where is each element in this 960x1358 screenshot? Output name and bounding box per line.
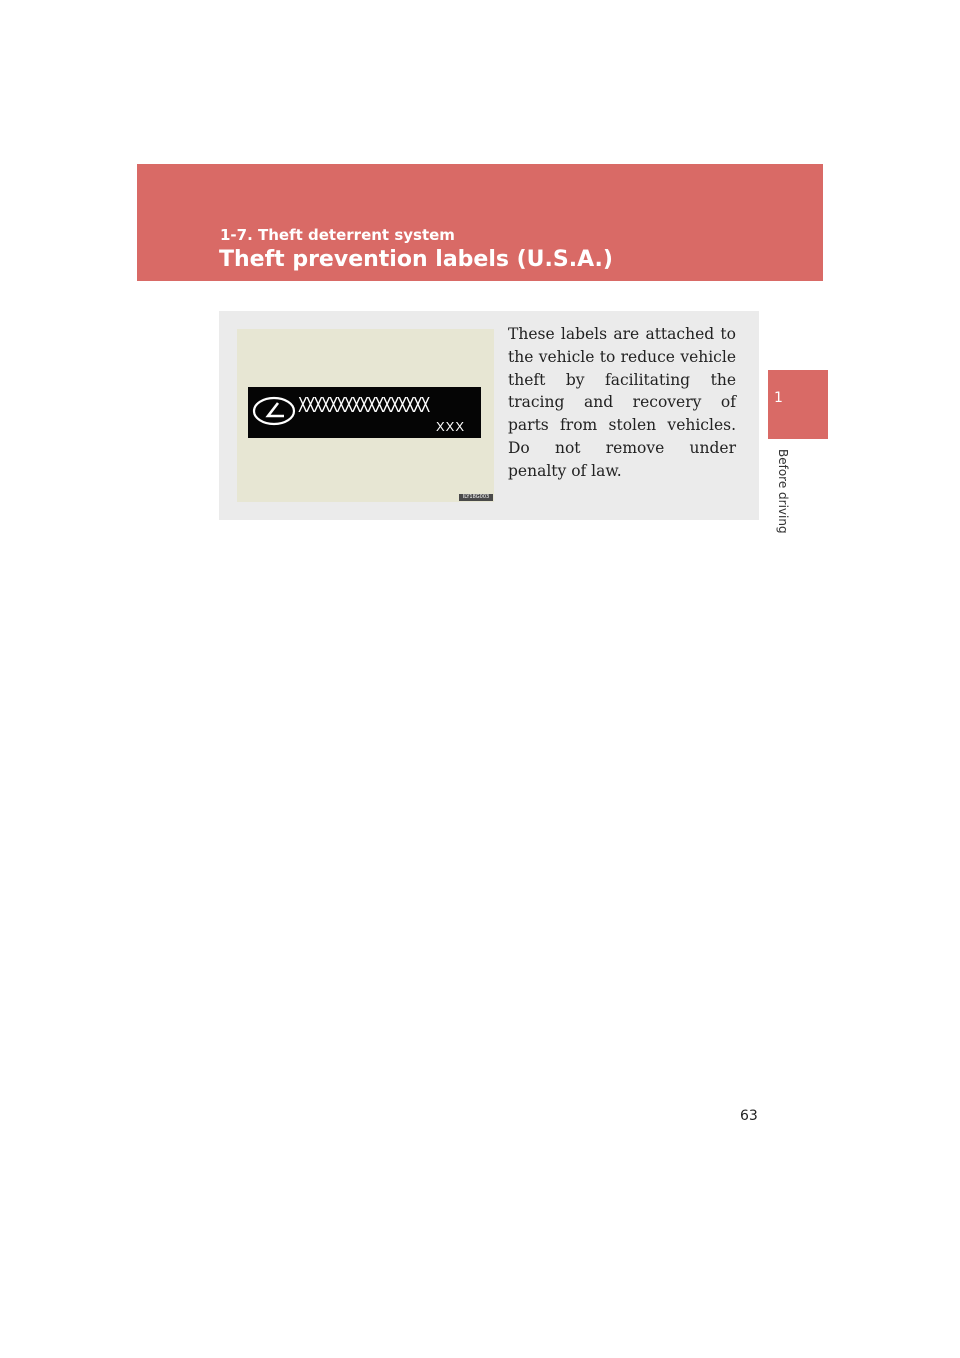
chapter-number: 1 — [774, 390, 783, 406]
section-label: 1-7. Theft deterrent system — [220, 226, 455, 244]
theft-label-figure — [237, 329, 494, 502]
page-header — [137, 164, 823, 281]
chapter-tab — [768, 370, 828, 439]
body-paragraph: These labels are attached to the vehicle to reduce vehicle theft by facilitating the tracing and recovery of parts from stolen vehicles. Do not remove under penalty of law. — [508, 325, 736, 480]
page-number: 63 — [740, 1108, 758, 1124]
figure-id: ILY18G003 — [459, 494, 493, 501]
content-box — [219, 311, 759, 520]
chapter-label: Before driving — [776, 449, 790, 534]
vin-number: XXXXXXXXXXXXXXXXX — [298, 393, 429, 417]
label-code: XXX — [436, 419, 466, 434]
lexus-logo-icon — [252, 396, 296, 426]
theft-label-plate — [248, 387, 481, 438]
page-title: Theft prevention labels (U.S.A.) — [219, 247, 613, 272]
